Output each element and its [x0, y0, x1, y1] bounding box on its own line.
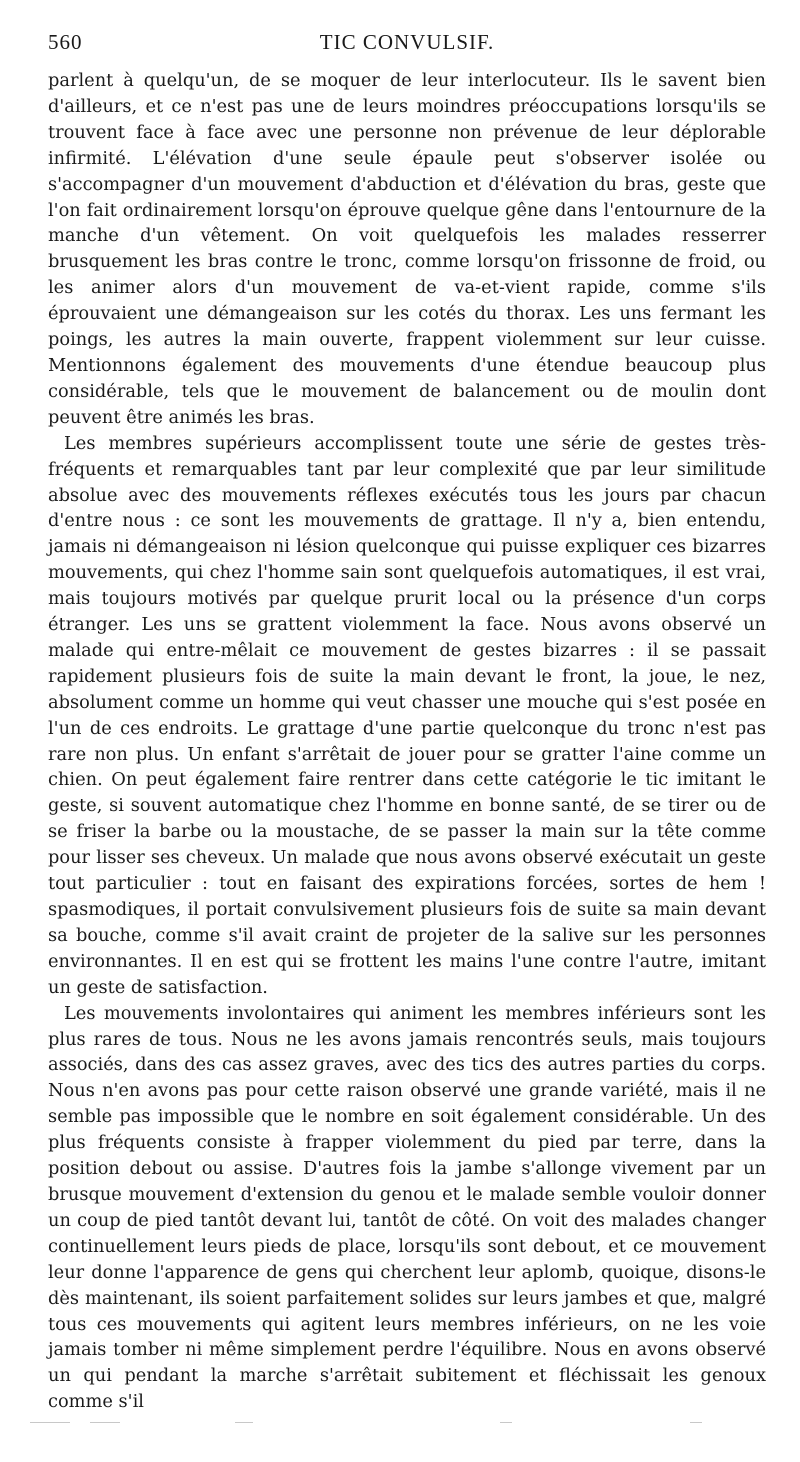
bottom-scan-marks — [30, 1420, 760, 1428]
scan-mark — [690, 1422, 702, 1423]
running-title: TIC CONVULSIF. — [319, 30, 495, 54]
paragraph-lower-limbs: Les mouvements involontaires qui animent les membres inférieurs sont les plus rares de tous. Nous ne les avons jamais rencontrés seuls, mais toujours associés, dans des cas assez graves, avec des tics des autres parties du corps. Nous n'en avons pas pour cette raison observé une grande variété, mais il ne semble pas impossible que le nombre en soit également considérable. Un des plus fréquents consiste à frapper violemment du pied par terre, dans la position debout ou assise. D'autres fois la jambe s'allonge vivement par un brusque mouvement d'extension du genou et le malade semble vouloir donner un coup de pied tantôt devant lui, tantôt de côté. On voit des malades changer continuellement leurs pieds de place, lorsqu'ils sont debout, et ce mouvement leur donne l'apparence de gens qui cherchent leur aplomb, quoique, disons-le dès maintenant, ils soient parfaitement solides sur leurs jambes et que, malgré tous ces mouvements qui agitent leurs membres inférieurs, on ne les voie jamais tomber ni même simplement perdre l'équilibre. Nous en avons observé un qui pendant la marche s'arrêtait subitement et fléchissait les genoux comme s'il — [48, 1002, 766, 1413]
scan-mark — [30, 1422, 70, 1423]
page-number: 560 — [48, 30, 83, 54]
paragraph-continued: parlent à quelqu'un, de se moquer de leur interlocuteur. Ils le savent bien d'ailleurs, et ce n'est pas une de leurs moindres préoccupations lorsqu'ils se trouvent face à face avec une personne non prévenue de leur déplorable infirmité. L'élévation d'une seule épaule peut s'observer isolée ou s'accompagner d'un mouvement d'abduction et d'élévation du bras, geste que l'on fait ordinairement lorsqu'on éprouve quelque gêne dans l'entournure de la manche d'un vêtement. On voit quelquefois les malades resserrer brusquement les bras contre le tronc, comme lorsqu'on frissonne de froid, ou les animer alors d'un mouvement de va-et-vient rapide, comme s'ils éprouvaient une démangeaison sur les cotés du thorax. Les uns fermant les poings, les autres la main ouverte, frappent violemment sur leur cuisse. Mentionnons également des mouvements d'une étendue beaucoup plus considérable, tels que le mouvement de balancement ou de moulin dont peuvent être animés les bras. — [48, 70, 766, 428]
paragraph-upper-limbs: Les membres supérieurs accomplissent toute une série de gestes très-fréquents et remarquables tant par leur complexité que par leur similitude absolue avec des mouvements réflexes exécutés tous les jours par chacun d'entre nous : ce sont les mouvements de grattage. Il n'y a, bien entendu, jamais ni démangeaison ni lésion quelconque qui puisse expliquer ces bizarres mouvements, qui chez l'homme sain sont quelquefois automatiques, il est vrai, mais toujours motivés par quelque prurit local ou la présence d'un corps étranger. Les uns se grattent violemment la face. Nous avons observé un malade qui entre-mêlait ce mouvement de gestes bizarres : il se passait rapidement plusieurs fois de suite la main devant le front, la joue, le nez, absolument comme un homme qui veut chasser une mouche qui s'est posée en l'un de ces endroits. Le grattage d'une partie quelconque du tronc n'est pas rare non plus. Un enfant s'arrêtait de jouer pour se gratter l'aine comme un chien. On peut également faire rentrer dans cette catégorie le tic imitant le geste, si souvent automatique chez l'homme en bonne santé, de se tirer ou de se friser la barbe ou la moustache, de se passer la main sur la tête comme pour lisser ses cheveux. Un malade que nous avons observé exécutait un geste tout particulier : tout en faisant des expirations forcées, sortes de hem ! spasmodiques, il portait convulsivement plusieurs fois de suite sa main devant sa bouche, comme s'il avait craint de projeter de la salive sur les personnes environnantes. Il en est qui se frottent les mains l'une contre l'autre, imitant un geste de satisfaction. — [48, 432, 766, 998]
scan-mark — [235, 1422, 253, 1423]
page-header — [48, 30, 766, 60]
body-text — [48, 68, 766, 1415]
scan-mark — [90, 1422, 120, 1423]
scan-mark — [500, 1422, 512, 1423]
book-page — [48, 30, 766, 1415]
